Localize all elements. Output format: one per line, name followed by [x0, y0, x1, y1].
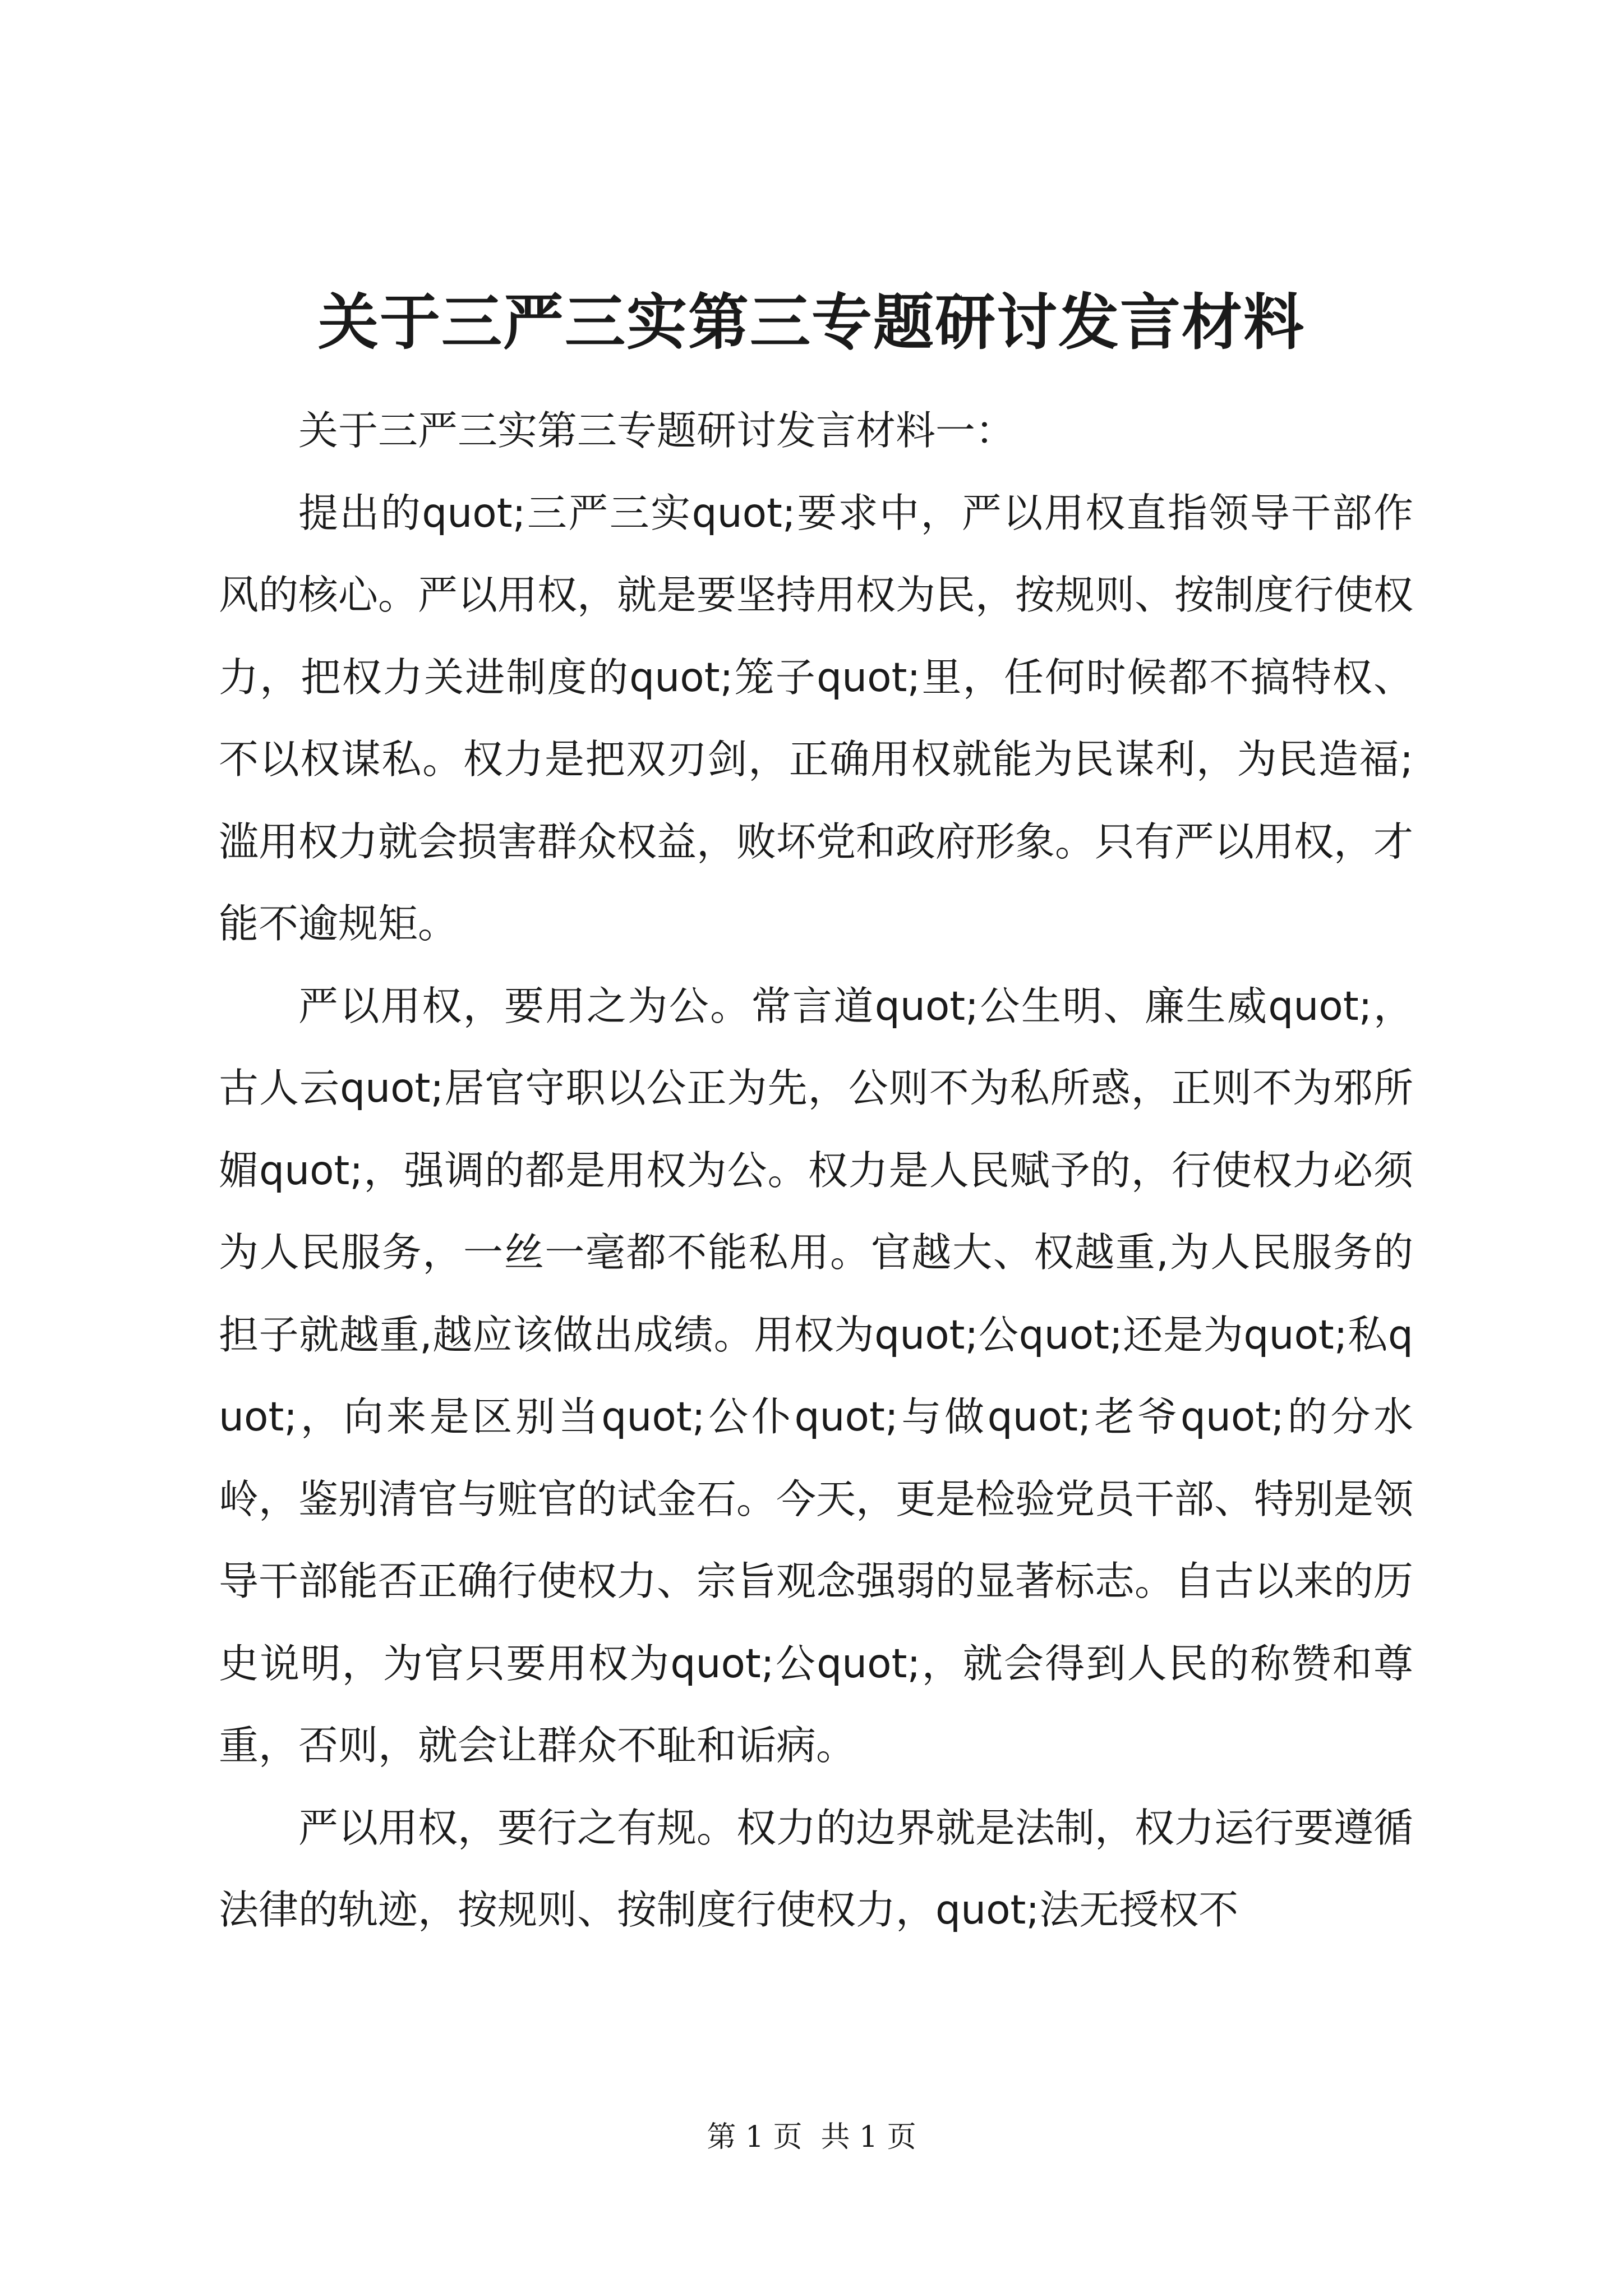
paragraph-2: 严以用权，要用之为公。常言道quot;公生明、廉生威quot;，古人云quot;居官守职以公正为先，公则不为私所惑，正则不为邪所媚quot;，强调的都是用权为公。权力是人民赋予的，行使权力必须为人民服务，一丝一毫都不能私用。官越大、权越重,为人民服务的担子就越重,越应该做出成绩。用权为quot;公quot;还是为quot;私quot;，向来是区别当quot;公仆quot;与做quot;老爷quot;的分水岭，鉴别清官与赃官的试金石。今天，更是检验党员干部、特别是领导干部能否正确行使权力、宗旨观念强弱的显著标志。自古以来的历史说明，为官只要用权为quot;公quot;，就会得到人民的称赞和尊重，否则，就会让群众不耻和诟病。: [219, 982, 1414, 1769]
paragraph-3: 严以用权，要行之有规。权力的边界就是法制，权力运行要遵循法律的轨迹，按规则、按制度行使权力，quot;法无授权不: [219, 1804, 1414, 1933]
page-footer: [0, 2118, 1623, 2157]
page-number: 第 1 页 共 1 页: [707, 2120, 916, 2154]
paragraph-1: 提出的quot;三严三实quot;要求中，严以用权直指领导干部作风的核心。严以用权，就是要坚持用权为民，按规则、按制度行使权力，把权力关进制度的quot;笼子quot;里，任何时候都不搞特权、不以权谋私。权力是把双刃剑，正确用权就能为民谋利，为民造福;滥用权力就会损害群众权益，败坏党和政府形象。只有严以用权，才能不逾规矩。: [219, 489, 1414, 947]
document-title: 关于三严三实第三专题研讨发言材料: [317, 287, 1305, 358]
document-body: [219, 390, 1413, 1952]
paragraph-intro: 关于三严三实第三专题研讨发言材料一：: [298, 407, 1016, 454]
